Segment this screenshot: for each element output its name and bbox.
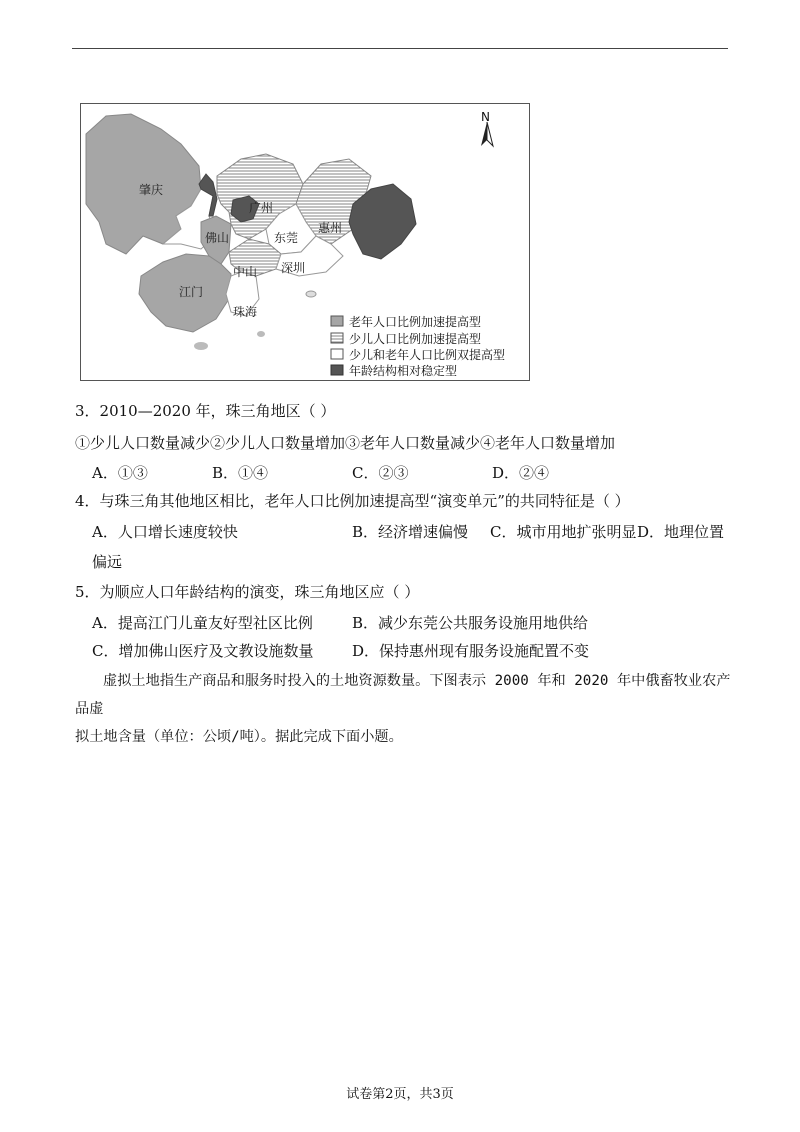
q4-option-a[interactable]: A．人口增长速度较快	[92, 523, 238, 541]
question-3-stem: 3．2010—2020 年，珠三角地区（ ）	[75, 402, 336, 420]
q5-option-a[interactable]: A．提高江门儿童友好型社区比例	[92, 614, 313, 632]
island	[194, 342, 208, 350]
q4-option-b[interactable]: B．经济增速偏慢	[352, 523, 469, 541]
legend-swatch-both	[331, 349, 343, 359]
city-label-zhongshan: 中山	[233, 265, 258, 279]
legend-swatch-stable	[331, 365, 343, 375]
north-arrow-icon	[481, 122, 493, 146]
map-legend	[331, 314, 505, 378]
q5-option-b[interactable]: B．减少东莞公共服务设施用地供给	[352, 614, 589, 632]
header-rule	[72, 48, 728, 49]
island	[257, 331, 265, 337]
q3-option-a[interactable]: A．①③	[92, 464, 148, 482]
legend-swatch-children	[331, 333, 343, 343]
legend-label-4: 年龄结构相对稳定型	[349, 364, 458, 378]
city-label-guangzhou: 广州	[249, 201, 274, 215]
q3-option-b[interactable]: B．①④	[212, 464, 269, 482]
legend-swatch-elderly	[331, 316, 343, 326]
page-footer: 试卷第2页，共3页	[346, 1087, 454, 1102]
city-label-zhaoqing: 肇庆	[139, 183, 164, 197]
legend-label-2: 少儿人口比例加速提高型	[349, 332, 482, 346]
q4-option-d-continued: 偏远	[92, 553, 123, 571]
city-label-dongguan: 东莞	[274, 231, 299, 245]
q5-option-d[interactable]: D．保持惠州现有服务设施配置不变	[352, 642, 590, 660]
q3-option-d[interactable]: D．②④	[492, 464, 550, 482]
city-label-huizhou: 惠州	[318, 221, 343, 235]
q3-option-c[interactable]: C．②③	[352, 464, 409, 482]
legend-label-1: 老年人口比例加速提高型	[349, 315, 482, 329]
city-label-zhuhai: 珠海	[233, 305, 258, 319]
passage-line-2: 拟土地含量（单位：公顷/吨）。据此完成下面小题。	[75, 729, 403, 745]
city-label-jiangmen: 江门	[179, 285, 204, 299]
map-svg	[81, 104, 529, 380]
population-map-figure	[80, 103, 530, 381]
city-label-shenzhen: 深圳	[281, 261, 306, 275]
legend-label-3: 少儿和老年人口比例双提高型	[349, 348, 506, 362]
question-3-statements: ①少儿人口数量减少②少儿人口数量增加③老年人口数量减少④老年人口数量增加	[75, 434, 616, 452]
q4-option-d[interactable]: D．地理位置	[637, 523, 725, 541]
island	[306, 291, 316, 297]
question-5-stem: 5．为顺应人口年龄结构的演变，珠三角地区应（ ）	[75, 583, 420, 601]
passage-line-1: 虚拟土地指生产商品和服务时投入的土地资源数量。下图表示 2000 年和 2020 年中俄畜牧业农产品虚	[75, 673, 731, 717]
question-4-stem: 4．与珠三角其他地区相比，老年人口比例加速提高型“演变单元”的共同特征是（ ）	[75, 492, 630, 510]
q4-option-c[interactable]: C．城市用地扩张明显	[490, 523, 637, 541]
passage-paragraph	[75, 667, 735, 751]
q5-option-c[interactable]: C．增加佛山医疗及文教设施数量	[92, 642, 314, 660]
city-label-foshan: 佛山	[205, 231, 230, 245]
north-label: N	[481, 110, 490, 124]
